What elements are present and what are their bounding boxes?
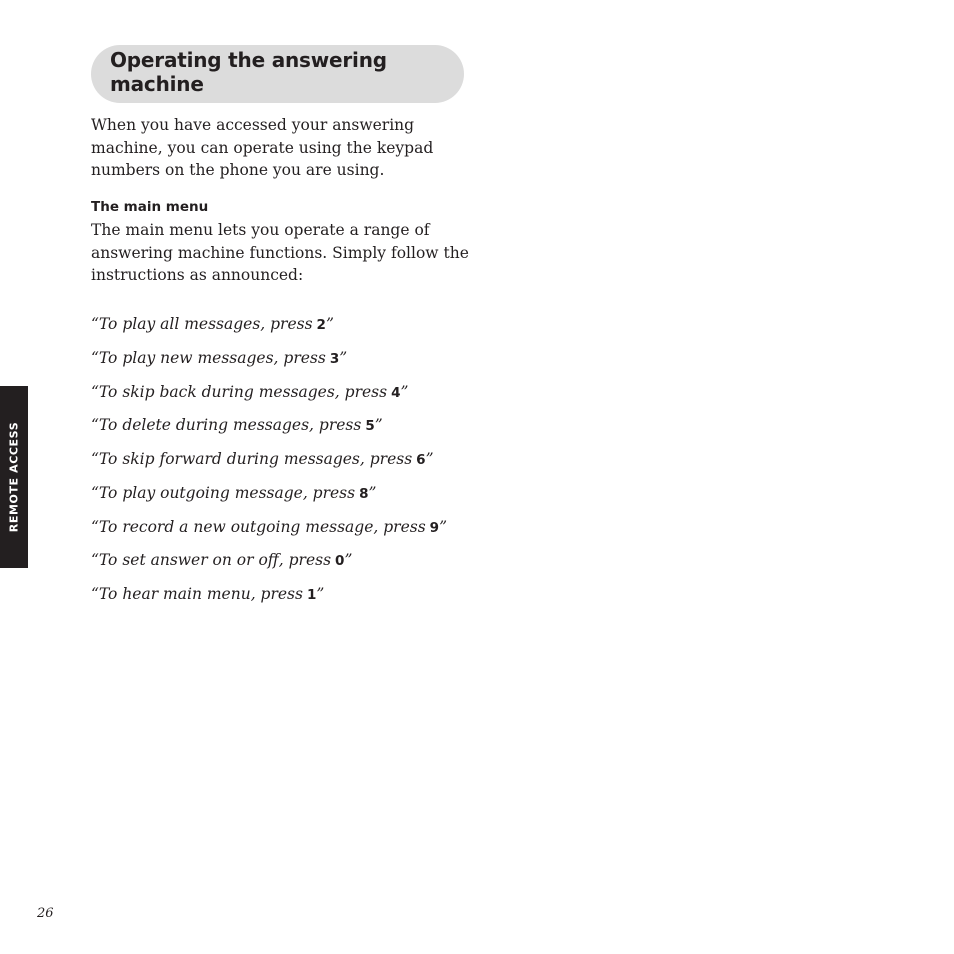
prompt-play-new: [91, 347, 447, 381]
prompt-delete: [91, 414, 447, 448]
menu-prompt-list: [91, 313, 447, 617]
prompt-close-quote: ”: [344, 551, 353, 570]
prompt-text: “To play all messages, press: [91, 315, 313, 333]
prompt-text: “To delete during messages, press: [91, 416, 362, 435]
prompt-play-all: [91, 313, 447, 347]
prompt-key: 0: [335, 553, 345, 570]
prompt-text: “To skip back during messages, press: [91, 382, 388, 401]
prompt-key: 1: [306, 587, 317, 603]
side-tab-label: REMOTE ACCESS: [7, 421, 21, 533]
prompt-key: 6: [416, 452, 426, 468]
page-title: Operating the answering machine: [110, 48, 387, 96]
prompt-text: “To skip forward during messages, press: [91, 450, 413, 468]
prompt-record-outgoing: [91, 516, 447, 550]
prompt-close-quote: ”: [339, 348, 348, 367]
main-menu-description: The main menu lets you operate a range of answering machine functions. Simply follow the instructions as announced:: [91, 221, 469, 284]
prompt-play-outgoing: [91, 482, 447, 516]
prompt-text: “To play new messages, press: [91, 348, 326, 367]
prompt-text: “To record a new outgoing message, press: [91, 517, 426, 536]
prompt-text: “To set answer on or off, press: [91, 551, 332, 570]
prompt-close-quote: ”: [439, 517, 448, 536]
prompt-key: 2: [316, 317, 326, 333]
prompt-close-quote: ”: [374, 416, 383, 435]
prompt-close-quote: ”: [368, 483, 377, 502]
section-heading-box: [91, 45, 464, 103]
prompt-skip-back: [91, 381, 447, 415]
page-number: 26: [37, 906, 54, 921]
prompt-key: 9: [429, 519, 440, 536]
section-side-tab: [0, 386, 28, 568]
prompt-close-quote: ”: [400, 382, 409, 401]
prompt-skip-forward: [91, 448, 447, 482]
prompt-key: 4: [391, 384, 401, 401]
prompt-hear-main-menu: [91, 583, 447, 617]
prompt-close-quote: ”: [316, 585, 325, 603]
prompt-close-quote: ”: [425, 450, 434, 468]
prompt-key: 8: [359, 485, 369, 502]
prompt-text: “To hear main menu, press: [91, 585, 303, 603]
prompt-answer-on-off: [91, 549, 447, 583]
prompt-key: 3: [329, 350, 340, 367]
intro-paragraph: When you have accessed your answering machine, you can operate using the keypad numbers on the phone you are using.: [91, 116, 434, 179]
prompt-text: “To play outgoing message, press: [91, 483, 356, 502]
prompt-close-quote: ”: [325, 315, 334, 333]
main-menu-heading: The main menu: [91, 199, 209, 215]
prompt-key: 5: [365, 418, 375, 435]
